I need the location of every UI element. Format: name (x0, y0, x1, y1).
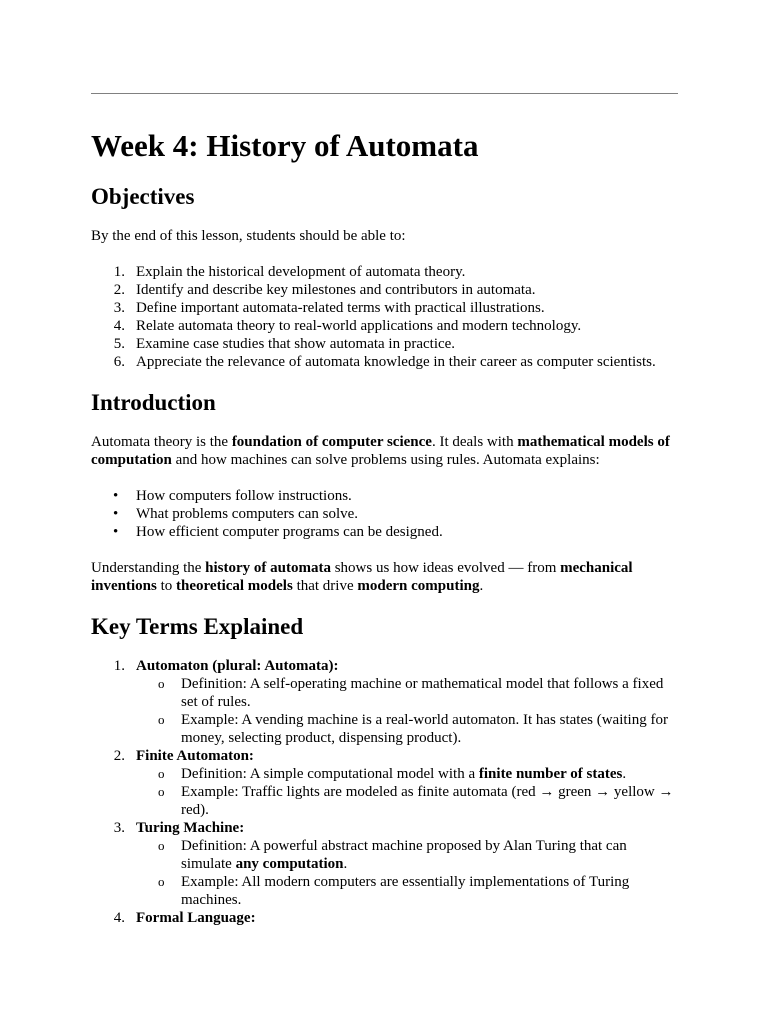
introduction-paragraph (91, 433, 678, 469)
term-example: Example: A vending machine is a real-world automaton. It has states (waiting for money, selecting product, dispensing product). (181, 712, 668, 746)
term-finite-automaton: Finite Automaton: (136, 748, 254, 764)
sub-bullet-marker: o (158, 874, 165, 889)
bold-text: history of automata (205, 560, 331, 576)
sub-bullet-marker: o (158, 712, 165, 727)
list-item: Define important automata-related terms with practical illustrations. (136, 300, 545, 316)
list-number: 1. (113, 658, 125, 674)
bold-text: modern computing (357, 578, 480, 594)
term-turing-machine: Turing Machine: (136, 820, 245, 836)
key-terms-heading: Key Terms Explained (91, 614, 304, 639)
list-number: 4. (113, 318, 125, 334)
sub-bullet-marker: o (158, 838, 165, 853)
term-example: Example: All modern computers are essentially implementations of Turing machines. (181, 874, 630, 908)
text-run: Definition: A powerful abstract machine proposed by Alan Turing that can simulate (181, 838, 627, 872)
list-item: How computers follow instructions. (136, 488, 352, 504)
sub-bullet-marker: o (158, 766, 165, 781)
text-run: . (479, 578, 484, 594)
term-definition (181, 765, 677, 783)
term-example: Example: Traffic lights are modeled as finite automata (red → green → yellow → red). (181, 784, 674, 818)
history-paragraph (91, 559, 678, 595)
term-definition (181, 837, 677, 873)
text-run: . It deals with (431, 434, 518, 450)
list-number: 5. (113, 336, 125, 352)
list-item: Identify and describe key milestones and contributors in automata. (136, 282, 536, 298)
bullet-marker: • (113, 524, 119, 540)
term-definition: Definition: A self-operating machine or mathematical model that follows a fixed set of rules. (181, 676, 664, 710)
introduction-heading: Introduction (91, 390, 216, 415)
list-item: Explain the historical development of automata theory. (136, 264, 466, 280)
sub-bullet-marker: o (158, 676, 165, 691)
text-run: . (622, 766, 627, 782)
bold-text: theoretical models (176, 578, 293, 594)
page-title: Week 4: History of Automata (91, 128, 479, 163)
text-run: to (156, 578, 177, 594)
horizontal-rule (91, 93, 678, 94)
sub-bullet-marker: o (158, 784, 165, 799)
bold-text: mathematical models of computation (91, 434, 670, 468)
bold-text: foundation of computer science (231, 434, 432, 450)
bullet-marker: • (113, 488, 119, 504)
list-number: 3. (113, 820, 125, 836)
term-formal-language: Formal Language: (136, 910, 256, 926)
objectives-intro: By the end of this lesson, students should be able to: (91, 228, 406, 244)
list-number: 4. (113, 910, 125, 926)
bold-text: any computation (235, 856, 344, 872)
objectives-heading: Objectives (91, 184, 195, 209)
text-run: and how machines can solve problems using rules. Automata explains: (171, 452, 600, 468)
list-number: 6. (113, 354, 125, 370)
list-number: 1. (113, 264, 125, 280)
text-run: Definition: A simple computational model with a (181, 766, 479, 782)
list-item: How efficient computer programs can be designed. (136, 524, 443, 540)
text-run: shows us how ideas evolved — from (330, 560, 561, 576)
bold-text: finite number of states (478, 766, 623, 782)
list-number: 2. (113, 282, 125, 298)
text-run: Understanding the (91, 560, 206, 576)
list-number: 3. (113, 300, 125, 316)
bold-text: mechanical inventions (91, 560, 633, 594)
text-run: . (343, 856, 348, 872)
text-run: that drive (292, 578, 358, 594)
list-item: What problems computers can solve. (136, 506, 359, 522)
list-number: 2. (113, 748, 125, 764)
text-run: Automata theory is the (91, 434, 232, 450)
list-item: Appreciate the relevance of automata knowledge in their career as computer scientists. (136, 354, 656, 370)
list-item: Relate automata theory to real-world applications and modern technology. (136, 318, 582, 334)
term-automaton: Automaton (plural: Automata): (136, 658, 339, 674)
list-item: Examine case studies that show automata in practice. (136, 336, 456, 352)
bullet-marker: • (113, 506, 119, 522)
